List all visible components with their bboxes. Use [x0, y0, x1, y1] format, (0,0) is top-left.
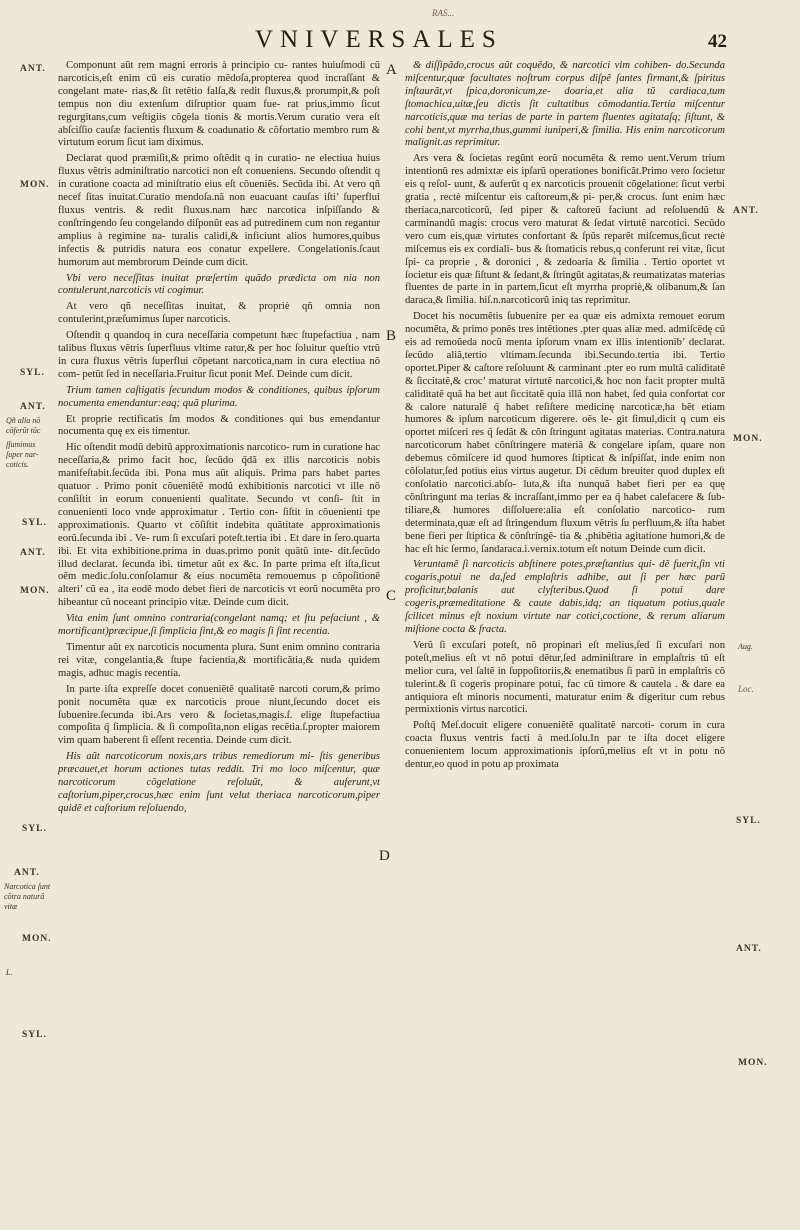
speaker-ant-3: ANT. [20, 548, 46, 558]
right-paragraph-6: Poſtq̃ Meſ.docuit eligere conueniẽtẽ qualitatẽ narcoti- corum in cura coacta fluxus ventris facti à med.ſolu.In par te iſta docet eligere conuenientem locum approximationis ipſorũ,melius eſt vt in potu nõ dentur,eo quod in potu ap proximata [405, 720, 725, 771]
page-number: 42 [708, 31, 727, 52]
speaker-ant-right-2: ANT. [736, 944, 762, 954]
speaker-syl-2: SYL. [22, 518, 47, 528]
left-paragraph-12: His aũt narcoticorum noxis,ars tribus remediorum mi- ſtis generibus præcauet,et horum actiones tutas reddit. Tri mo loco miſcentur, quæ narcoticorum cõgelatione reſoluũt, & auferunt,vt caſtorium,piper,crocus,hæc enim ſunt velut theriaca narcoticorum,piper quidẽ et caſtorium reſoluendo, [58, 751, 380, 814]
right-paragraph-1: & diſſipãdo,crocus aũt coquẽdo, & narcotici vim cohiben- do.Secunda miſcentur,quæ facultates noſtrum corpus diſpẽ ſantes firmant,& ſpiritus inſtaurãt,vt ſpica,doronicum,ze- doaria,et alia tũ cardiaca,tum ſtomachica,uitæ,ſeu dictis ſit cultatibus cõmodantia.Tertia miſcentur narcoticis,quæ ma terias de parte in partem fluentes agitataſq; ſiſtunt, & cohi bent,vt myrrha,thus,gummi iuniperi,& ſimilia. His enim narcoticorum malignit.as reprimitur. [405, 60, 725, 149]
left-paragraph-8: Hic oſtendit modũ debitũ approximationis narcotico- rum in curatione hac neceſſaria,& primo facit hoc, ſecũdo q̃dã ex illis narcoticis nobis manifeſtabit.ſecũda ibi. Pona mus aũt aliquis. Prima pars habet partes quatuor . Primo ponit cõueniẽtẽ modũ exhibitionis narcotici vt ille nõ conſiſtit in eorum conuenienti qualitate. Secundo vt conſi- ſtit in conuenienti loco vnde approximatur . Tertio con- ſiſtit in cõuenienti tpe approximationis. Quarto vt cõſiſtit indebita quãtitate approximationis eorũ.ſecunda ibi . Ve- rum ſi excuſari poteſt.tertia ibi . Et dare in ſero.quarta ibi. Et vita exhibitione.prima in duas.primo ponit quãtũ inte- dit.ſecũdo illud declarat. ſecunda ibi. timetur aũt ex &c. In parte prima eſt iſta,ſicut oẽm medic.ſolu.conſolamur & eius nocumẽta remouemus p cõpoſitionẽ alteri’ cũ ea , ita eodẽ modo debet fieri de narcoticis vt eorũ nocumẽta pro hibeantur cũ noceant principio vitæ. Deinde cum dicit. [58, 442, 380, 609]
right-paragraph-5: Verũ ſi excuſari poteſt, nõ propinari eſt melius,ſed ſi excuſari non poteſt,melius eſt vt nõ potui dẽtur,ſed adminiſtrare in emplaſtris tũ eſt melior cura, vel ſaltẽ in ſuppoſitoriis,& enematibus ſi parũ in emplaſtris cõ tulerint.& ſi cogeris propinare potui, fac cũ timore & cautela . & dare ea antiquiora eſt minoris nocumenti, maturatur enim & digeritur cum rebus permixtionis virtus narcotici. [405, 639, 725, 716]
speaker-syl-1: SYL. [20, 368, 45, 378]
speaker-syl-right: SYL. [736, 816, 761, 826]
speaker-mon-right-2: MON. [738, 1058, 768, 1068]
speaker-mon-3: MON. [22, 934, 52, 944]
margin-note-sumimus: ſſumimus ſuper nar- coticis. [6, 440, 39, 469]
margin-note-narcotica: Narcotica ſunt cõtra naturã vitæ [4, 882, 51, 911]
margin-note-aug: Aug. [738, 642, 753, 651]
left-paragraph-2: Declarat quod præmiſit,& primo oſtẽdit q in curatio- ne electiua huius fluxus vẽtris adminiſtratio narcotici non eſt conueniens. Secundo oſtendit q in curatione coacta ad miniſtratio eius eſt cõueniẽs. Secũda ibi. At vero qñ necef ſitas inuitat.Curatio mendoſa.nã non euacuant cauſas iſti’ ſuperflui fluxus ventris. & redit fluxus.nam hæc narcotica inſpiſſando & conſtringendo ſeu congelando diſponũt eas ad putredinem cum non regantur amplius à regimine na- turalis calidi,& inficiunt alios humores,quibus infectis & putridis natura eos conatur expellere. Congelationis.ſcaut humorum aut membrorum Deinde cum dicit. [58, 153, 380, 268]
margin-note-alia: Qñ alia nõ cõferũt tũc [6, 416, 41, 435]
section-letter-d: D [379, 848, 390, 864]
speaker-ant-1: ANT. [20, 64, 46, 74]
left-paragraph-4: At vero qñ neceſſitas inuitat, & propriè qñ omnia non contulerint,præſumimus ſuper narcoticis. [58, 301, 380, 326]
left-paragraph-7: Et proprie rectificatis ſm modos & conditiones qui bus emendantur nocumenta quę ex eis timentur. [58, 413, 380, 438]
left-paragraph-5: Oſtendit q quandoq in cura neceſſaria competunt hæc ſtupefactiua , nam talibus fluxus vẽtris ſuperfluus vltime ratur,& per hoc ſoluitur queſtio vtrũ in cura fluxus vẽtris ſuperflui cõpetant narcotica,nam in cura electiua nõ com- petũt ſed in neceſſaria.Fruitur ſicut ponit Meſ. Deinde cum dicit. [58, 330, 380, 380]
margin-scribble: Loc. [738, 684, 754, 694]
margin-note-l: L. [6, 968, 13, 977]
left-column [58, 60, 380, 819]
speaker-ant-2: ANT. [20, 402, 46, 412]
right-paragraph-4: Veruntamẽ ſi narcoticis abſtinere potes,præſtantius qui- dẽ fuerit,ſin vti cogaris,potui ne da,ſed emplaſtris adhibe, aut ſi per hæc parũ proficitur,balanis aut clyſteribus.Quod ſi potui dare cogeris,præmeditatione & caute dabis,idq; an tiquatum potius,quale ſcilicet minus eſt noxium virtute nar cotici,coctione, & rerum aliarum miſtione cocta & fracta. [405, 559, 725, 635]
top-scribble: RAS... [432, 8, 455, 18]
speaker-mon-2: MON. [20, 586, 50, 596]
right-paragraph-3: Docet his nocumẽtis ſubuenire per ea quæ eis admixta remouet eorum nocumẽta, & primo ponẽs tres intẽtiones .pter quas aliæ med. admiſcẽdę cũ eis ad remoũeda nocũ menta ipſorum vnam ex illis intentionib’ declarat. ſecũdo aliã,tertio vltimam.ſecunda ibi.Secundo.tertia ibi. Tertio oportet.Piper & caſtore reſoluunt & carminant .pter eo rum multã caliditatẽ & ſiccitatẽ,& croc’ maturat virtutẽ narcotici,& hoc non facit propter multã caliditatẽ quã ha bet aut ſiccitatẽ quia illã non habet, ſed quia confortat cor & calore naturalẽ q̃ habet reſiſtere medicinę narcoticæ,ha bẽt etiam humores & ipſum narcoticum digerere. oẽs le- git ſimul,dicit q cum eis oportet miſceri res q̃ ſedãt & cõn ſtringunt agitatas materias. Contra.natura narcoticorum habet cõnſtringere materiã & congelare ipſam, quare non debemus cõmiſcere id quod humores ſtipticat & inſpiſſat, inde enim non cõſolatur,ſed potius eius virtus augetur. Di cẽdum breuiter quod duplex eſt conſolatio narcotici.abſo- luta,& iſta nunquã habet fieri per ea quę cõnſtringunt ma terias & incraſſant,immo per ea q̃ habet calefacere & ſub- tiliare,& humores diſſoluere:alia eſt conſolatio narcotico- rum determinata,quæ eſt ad ſtringendum fluxum vẽtris ſu perfluum,& iſta habet bene fieri per ſtiptica & cõnſtringẽ- tia & ,phibẽtia agitatione humori,& de hac eſt hic ſermo, ſandaraca.i.vernix.totum eſt notum Deinde cum dicit. [405, 311, 725, 555]
running-title: VNIVERSALES [255, 26, 503, 53]
left-paragraph-10: Timentur aũt ex narcoticis nocumenta plura. Sunt enim omnino contraria rei vitæ, congelantia,& ſtupe facientia,& mortificãtia,& nuda quidem magis, adhuc magis recentia. [58, 641, 380, 679]
left-paragraph-3: Vbi vero neceſſitas inuitat præſertim quãdo prædicta om nia non contulerunt,narcoticis vti cogimur. [58, 272, 380, 297]
speaker-mon-right-1: MON. [733, 434, 763, 444]
section-letter-a: A [386, 62, 397, 78]
right-paragraph-2: Ars vera & ſocietas regũnt eorũ nocumẽta & remo uent.Verum trium intentionũ res admixtæ eis ipſarũ operationes bonificãt.Primo vero ſocietur eis q reſol- uunt, & auferũt q ex narcoticis prouenit cõgelatione: ſicut verbi gratia , rectè miſcentur eis caſtoreum,& pi- per,& crocus. ſunt enim hæc theriaca,narcoticorũ, ſed piper & caſtoreũ faciunt ad reſoluendũ & carminandũ magis: crocus vero maturat & ſedat virtutẽ narcotici. Secũdo vero cum eis,quæ virtutes confortant & ſpũs reparẽt miſcemus,ſicut rectè miſcemus eis ex cordiali- bus & ſtomaticis rebus,q conferunt rei vitæ, ſicut ſpi- ca proprie , & doronici , & zedoaria & ſimilia . Tertio oportet vt ſocietur eis quæ ſiſtunt & ſedant,& ſtringũt agitatas,& reumatizatas materias fluentes de parte in in partem,ſicut eſt myrrha propriè,& olibanum,& ſan daraca,& ſimilia. hiſ.n.narcoticorũ iniq tas reprimitur. [405, 153, 725, 307]
speaker-ant-4: ANT. [14, 868, 40, 878]
speaker-mon-1: MON. [20, 180, 50, 190]
section-letter-c: C [386, 588, 397, 604]
left-paragraph-11: In parte iſta expreſſe docet conueniẽtẽ qualitatẽ narcoti corum,& primo ponit nocumẽta quæ ex narcoticis proue niunt,ſecundo docet eis ſubuenire.ſecunda ibi.Ars vero & ſocietas,magis.ſ. elige ſtupefactiua compoſita q̃ ſimplicia. & ſi compoſita,non eligas recẽtia.ſ.propter maiorem vim quam haberent ſi eſſent recentia. Deinde cum dicit. [58, 683, 380, 747]
left-paragraph-1: Componunt aũt rem magni erroris à principio cu- rantes huiuſmodi cũ narcoticis,eſt enim cũ eis curatio mẽdoſa,propterea quod incraſſant & congelant mate- rias,& ſit retẽtio falſa,& redit fluxus,& prorumpit,& poſt tempus non diu extenſum diſruptior quam fue- rat prius,immo ſicut regurgitans,cum veſtigiis cõgela tionis & mortis.Verum curatio vera eſt abſciſſio cauſæ facientis fluxum & coadunatio & cõfortatio membro rum & virtutum eorum ſicut iam diximus. [58, 60, 380, 149]
speaker-syl-3: SYL. [22, 824, 47, 834]
speaker-syl-4: SYL. [22, 1030, 47, 1040]
section-letter-b: B [386, 328, 397, 344]
speaker-ant-right-1: ANT. [733, 206, 759, 216]
right-column [405, 60, 725, 775]
left-paragraph-6: Trium tamen caſtigatis ſecundum modos & conditiones, quibus ipſorum nocumenta emendantur:eaq; quã plurima. [58, 384, 380, 409]
left-paragraph-9: Vita enim ſunt omnino contraria(congelant namq; et ſtu pefaciunt , & mortificant)præcipue,ſi ſimplicia ſint,& eo magis ſi ſint recentia. [58, 613, 380, 638]
